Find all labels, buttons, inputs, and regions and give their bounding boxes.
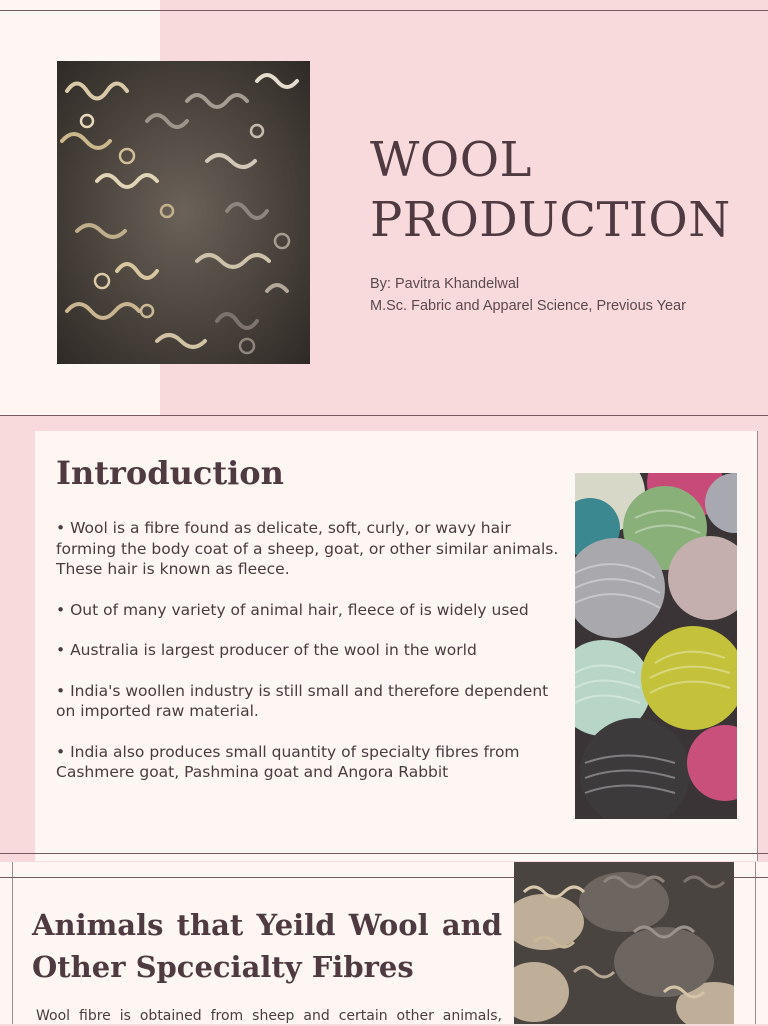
bullet-item: • Out of many variety of animal hair, fleece of is widely used [56, 600, 529, 619]
title-line-2: PRODUCTION [370, 192, 731, 248]
bullet-item: • Wool is a fibre found as delicate, soft, curly, or wavy hair forming the body coat of a sheep, goat, or other similar animals. These hair is known as fleece. [56, 519, 559, 578]
raw-sheep-fleece-photo [514, 862, 734, 1024]
bullet-item: • India's woollen industry is still small and therefore dependent on imported raw material. [56, 681, 549, 720]
animals-heading: Animals that Yeild Wool and Other Spcecialty Fibres [32, 908, 502, 984]
curly-wool-fleece-photo [57, 61, 310, 364]
divider-line [757, 431, 758, 861]
author-name: By: Pavitra Khandelwal [370, 276, 520, 292]
intro-heading: Introduction [56, 454, 284, 492]
divider-line [12, 862, 13, 1024]
divider-line [755, 862, 756, 1024]
author-program: M.Sc. Fabric and Apparel Science, Previous Year [370, 298, 686, 314]
bullet-item: • India also produces small quantity of specialty fibres from Cashmere goat, Pashmina goat and Angora Rabbit [56, 742, 520, 781]
title-line-1: WOOL [370, 132, 532, 188]
divider-line [0, 10, 768, 11]
colorful-yarn-balls-photo [575, 473, 737, 819]
intro-bullet-list [56, 518, 566, 803]
divider-line [0, 853, 768, 854]
bullet-item: • Australia is largest producer of the wool in the world [56, 641, 477, 659]
author-block [370, 273, 686, 317]
animals-paragraph: Wool fibre is obtained from sheep and certain other animals, [36, 1008, 502, 1024]
presentation-title [370, 130, 731, 250]
